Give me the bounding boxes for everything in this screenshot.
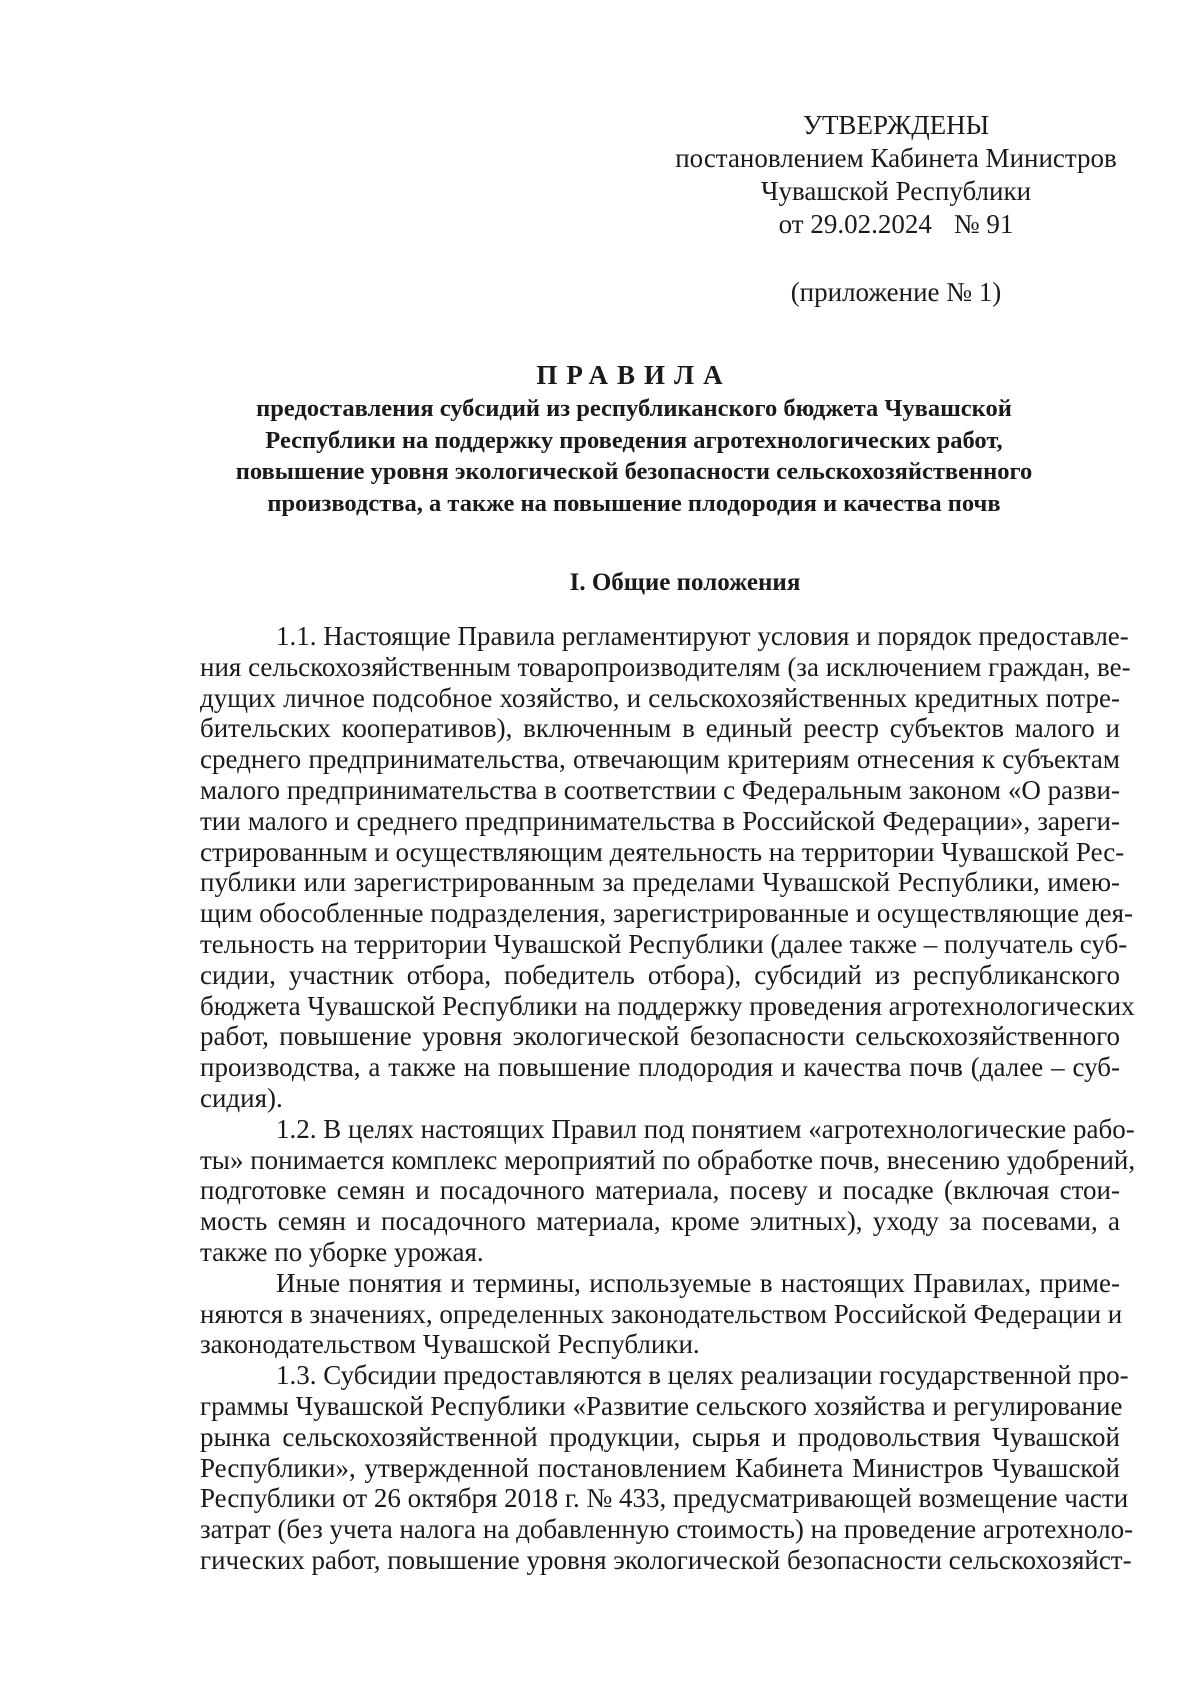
body-line: бительских кооперативов), включенным в единый реестр субъектов малого и: [200, 713, 1120, 744]
body-line: производства, а также на повышение плодородия и качества почв (далее – суб-: [200, 1052, 1120, 1083]
approval-region: Чувашской Республики: [760, 176, 1032, 206]
body-line: затрат (без учета налога на добавленную стоимость) на проведение агротехноло-: [200, 1514, 1134, 1545]
approval-date: от 29.02.2024: [778, 209, 932, 239]
body-line: 1.2. В целях настоящих Правил под понятием «агротехнологические рабо-: [276, 1113, 1135, 1144]
body-line: ты» понимается комплекс мероприятий по обработке почв, внесению удобрений,: [200, 1144, 1136, 1175]
body-line: рынка сельскохозяйственной продукции, сырья и продовольствия Чувашской: [200, 1421, 1120, 1452]
body-line: бюджета Чувашской Республики на поддержку проведения агротехнологических: [200, 990, 1135, 1021]
body-text: [200, 621, 1136, 1576]
subtitle-line: производства, а также на повышение плодородия и качества почв: [267, 489, 1001, 517]
appendix-label: (приложение № 1): [790, 277, 1002, 307]
approval-date-number: [672, 208, 1120, 241]
body-line: няются в значениях, определенных законодательством Российской Федерации и: [200, 1298, 1123, 1329]
body-line: стрированным и осуществляющим деятельность на территории Чувашской Рес-: [200, 836, 1125, 867]
subtitle-line: повышение уровня экологической безопасности сельскохозяйственного: [235, 458, 1033, 485]
document-title-block: [200, 357, 1068, 519]
body-line: публики или зарегистрированным за пределами Чувашской Республики, имею-: [200, 867, 1120, 898]
body-line: 1.3. Субсидии предоставляются в целях реализации государственной про-: [276, 1360, 1129, 1391]
body-line: также по уборке урожая.: [200, 1236, 484, 1267]
body-line: малого предпринимательства в соответствии с Федеральным законом «О разви-: [200, 774, 1120, 805]
body-line: ния сельскохозяйственным товаропроизводителям (за исключением граждан, ве-: [200, 651, 1131, 682]
document-heading: ПРАВИЛА: [536, 360, 732, 390]
body-line: сидия).: [200, 1082, 283, 1113]
body-line: граммы Чувашской Республики «Развитие сельского хозяйства и регулирование: [200, 1390, 1123, 1421]
body-line: Республики от 26 октября 2018 г. № 433, предусматривающей возмещение части: [200, 1483, 1129, 1514]
approval-number: № 91: [953, 209, 1014, 239]
body-line: сидии, участник отбора, победитель отбора), субсидий из республиканского: [200, 959, 1120, 990]
subtitle-line: предоставления субсидий из республиканского бюджета Чувашской: [256, 395, 1012, 422]
body-line: среднего предпринимательства, отвечающим критериям отнесения к субъектам: [200, 744, 1120, 775]
approval-issuer: постановлением Кабинета Министров: [675, 143, 1117, 173]
body-line: Иные понятия и термины, используемые в настоящих Правилах, приме-: [276, 1267, 1120, 1298]
body-line: работ, повышение уровня экологической безопасности сельскохозяйственного: [200, 1021, 1120, 1052]
body-line: 1.1. Настоящие Правила регламентируют условия и порядок предоставле-: [276, 621, 1129, 651]
approval-heading: УТВЕРЖДЕНЫ: [802, 110, 990, 140]
document-subtitle: [200, 393, 1068, 519]
approval-spacer: [672, 241, 1120, 276]
body-line: подготовке семян и посадочного материала, посеву и посадке (включая стои-: [200, 1175, 1120, 1206]
subtitle-line: Республики на поддержку проведения агротехнологических работ,: [265, 426, 1003, 454]
body-line: законодательством Чувашской Республики.: [200, 1329, 700, 1360]
body-line: гических работ, повышение уровня экологической безопасности сельскохозяйст-: [200, 1544, 1132, 1575]
section-title: I. Общие положения: [569, 569, 801, 596]
body-line: дущих личное подсобное хозяйство, и сельскохозяйственных кредитных потре-: [200, 682, 1120, 713]
body-line: тии малого и среднего предпринимательства в Российской Федерации», зареги-: [200, 805, 1120, 836]
approval-block: [672, 109, 1120, 309]
body-line: щим обособленные подразделения, зарегистрированные и осуществляющие дея-: [200, 898, 1133, 929]
body-line: Республики», утвержденной постановлением Кабинета Министров Чувашской: [200, 1452, 1120, 1483]
body-line: мость семян и посадочного материала, кроме элитных), уходу за посевами, а: [200, 1206, 1120, 1237]
body-line: тельность на территории Чувашской Республики (далее также – получатель суб-: [200, 928, 1128, 959]
